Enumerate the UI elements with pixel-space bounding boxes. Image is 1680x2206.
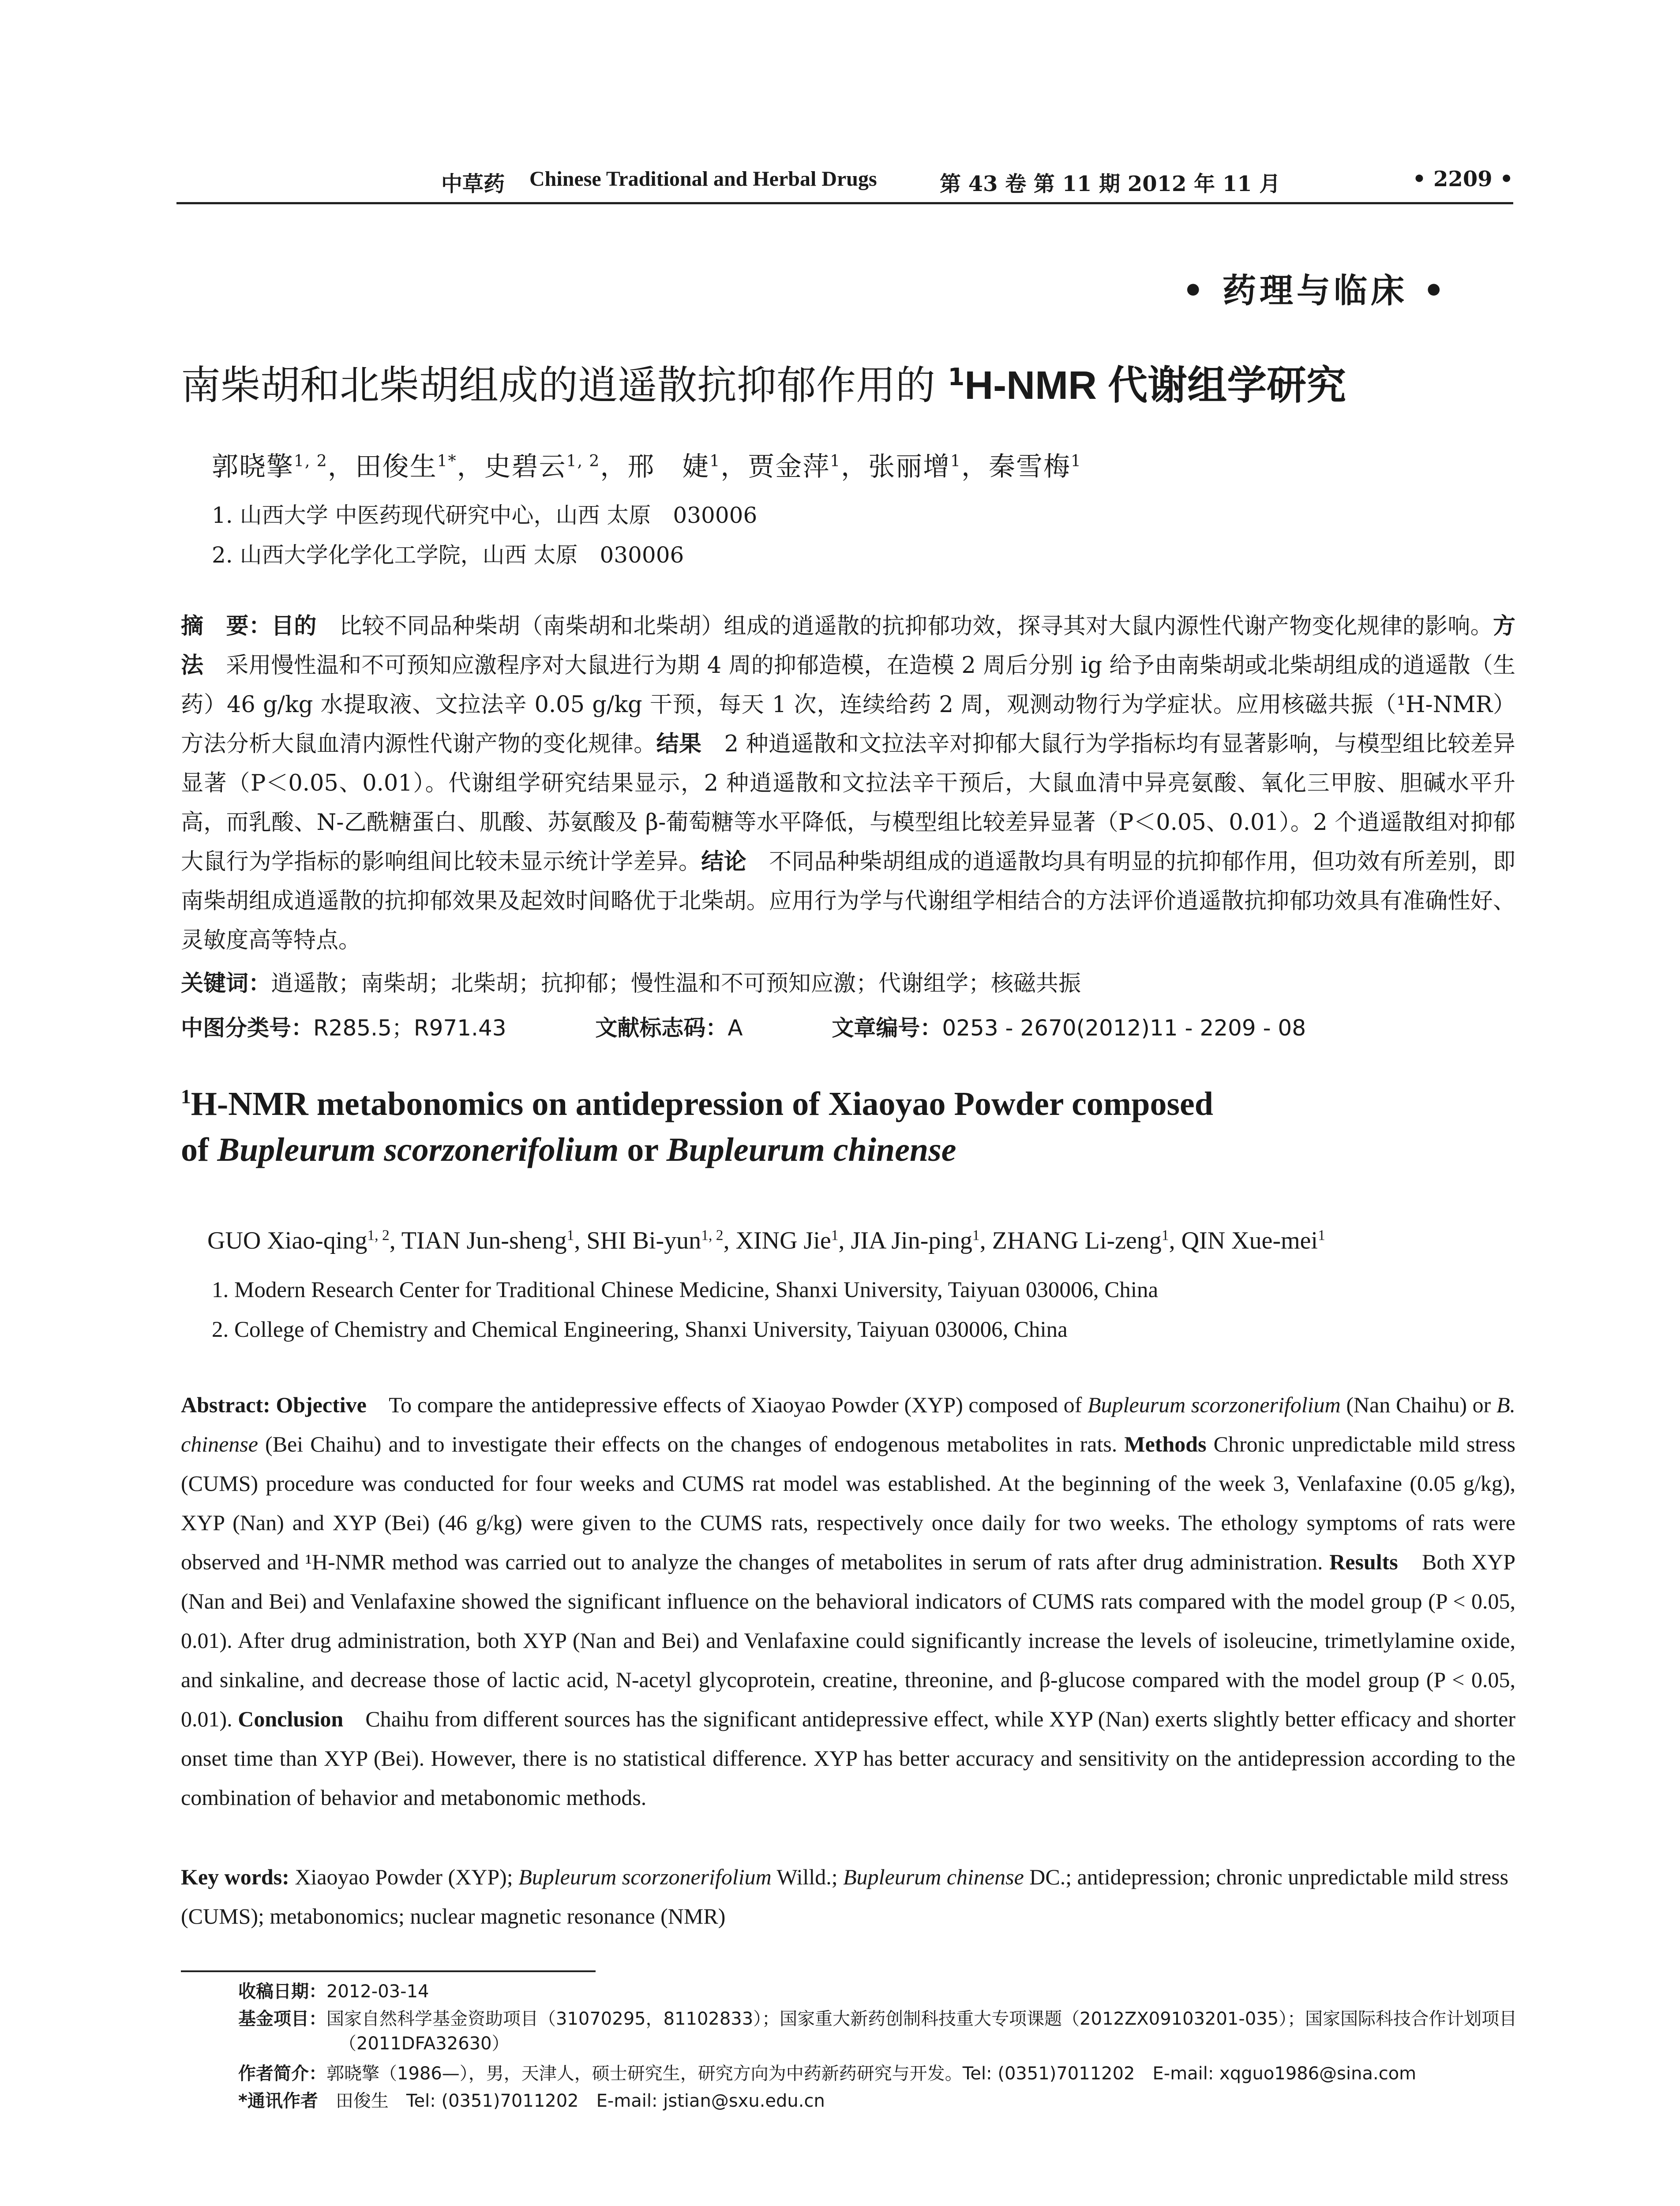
author-affiliation-mark: 1: [830, 452, 841, 470]
affiliation-cn-2: 2. 山西大学化学化工学院，山西 太原 030006: [212, 542, 684, 568]
title-cn-part: 南柴胡和北柴胡组成的逍遥散抗抑郁作用的: [181, 362, 948, 409]
author-affiliation-mark: 1: [1318, 1227, 1325, 1244]
abstract-cn: [181, 607, 1515, 960]
keywords-en-species: Bupleurum chinense: [843, 1865, 1024, 1889]
author-name: GUO Xiao-qing: [207, 1227, 368, 1254]
results-label: 结果: [656, 731, 702, 757]
footnote-received: [238, 1979, 1515, 2004]
running-header: [176, 167, 1513, 202]
title-cn-part: H-NMR 代谢组学研究: [964, 364, 1346, 408]
author-affiliation-mark: 1: [566, 1227, 574, 1244]
fund-label: 基金项目：: [238, 2009, 326, 2029]
abstract-en: [181, 1385, 1515, 1817]
title-en-species: Bupleurum scorzonerifolium: [217, 1131, 619, 1168]
results-en-text: Both XYP (Nan and Bei) and Venlafaxine showed the significant influence on the behavioral indicators of CUMS rats compared with the model group (P < 0.05, 0.01). After drug administration, both XYP (Nan and Bei) and Venlafaxine could significantly increase the levels of isoleucine, trimetlylamine oxide, and sinkaline, and decrease those of lactic acid, N-acetyl glycoprotein, creatine, threonine, and β-glucose compared with the model group (P < 0.05, 0.01).: [181, 1549, 1515, 1731]
conclusion-en-text: Chaihu from different sources has the significant antidepressive effect, while XYP (Nan) exerts slightly better efficacy and shorter onset time than XYP (Bei). However, there is no statistical difference. XYP has better accuracy and sensitivity on the antidepression according to the combination of behavior and metabonomic methods.: [181, 1707, 1515, 1810]
title-en-part: or: [619, 1131, 667, 1168]
conclusion-text: 不同品种柴胡组成的逍遥散均具有明显的抗抑郁作用，但功效有所差别，即南柴胡组成逍遥散的抗抑郁效果及起效时间略优于北柴胡。应用行为学与代谢组学相结合的方法评价逍遥散抗抑郁功效具有准确性好、灵敏度高等特点。: [181, 849, 1515, 953]
section-label: • 药理与临床 •: [1182, 271, 1448, 310]
species-name: Bupleurum scorzonerifolium: [1088, 1392, 1341, 1417]
author-affiliation-mark: 1*: [437, 452, 457, 470]
species-name: B. chinense: [181, 1392, 1516, 1456]
volume-issue: 第 43 卷 第 11 期 2012 年 11 月: [940, 172, 1281, 196]
results-text: 2 种逍遥散和文拉法辛对抑郁大鼠行为学指标均有显著影响，与模型组比较差异显著（P＜0.05、0.01）。代谢组学研究结果显示，2 种逍遥散和文拉法辛干预后，大鼠血清中异亮氨酸、氧化三甲胺、胆碱水平升高，而乳酸、N-乙酰糖蛋白、肌酸、苏氨酸及 β-葡萄糖等水平降低，与模型组比较差异显著（P＜0.05、0.01）。2 个逍遥散组对抑郁大鼠行为学指标的影响组间比较未显示统计学差异。: [181, 731, 1515, 875]
author-bio-label: 作者简介：: [238, 2063, 326, 2084]
author-name: 郭晓擎: [212, 451, 294, 482]
title-cn: [181, 353, 1346, 410]
author-name: SHI Bi-yun: [586, 1227, 701, 1254]
objective-en-text: (Nan Chaihu) or: [1340, 1392, 1496, 1417]
author-name: XING Jie: [735, 1227, 831, 1254]
received-label: 收稿日期：: [238, 1981, 326, 2002]
keywords-en-label: Key words:: [181, 1865, 289, 1889]
journal-name-en: Chinese Traditional and Herbal Drugs: [529, 167, 877, 191]
keywords-cn-text: 逍遥散；南柴胡；北柴胡；抗抑郁；慢性温和不可预知应激；代谢组学；核磁共振: [271, 971, 1081, 997]
keywords-en: [181, 1857, 1515, 1936]
affiliation-en-1: 1. Modern Research Center for Traditional Chinese Medicine, Shanxi University, Taiyuan 030006, China: [212, 1278, 1159, 1302]
keywords-en-text: Xiaoyao Powder (XYP);: [289, 1865, 519, 1889]
author-affiliation-mark: 1: [1071, 452, 1082, 470]
header-rule: [176, 202, 1513, 204]
methods-en-text: Chronic unpredictable mild stress (CUMS) procedure was conducted for four weeks and CUMS rat model was established. At the beginning of the week 3, Venlafaxine (0.05 g/kg), XYP (Nan) and XYP (Bei) (46 g/kg) were given to the CUMS rats, respectively once daily for two weeks. The ethology symptoms of rats were observed and ¹H-NMR method was carried out to analyze the changes of metabolites in serum of rats after drug administration.: [181, 1432, 1515, 1574]
clc-value: R285.5；R971.43: [313, 1015, 506, 1041]
objective-en-text: (Bei Chaihu) and to investigate their effects on the changes of endogenous metabolites in rats.: [258, 1432, 1118, 1456]
authors-cn: 郭晓擎$^{1, 2}$，田俊生$^{1*}$，史碧云$^{1, 2}$，邢 婕$^1$，贾金萍$^1$，张丽增$^1$，秦雪梅$^1$: [212, 451, 1082, 482]
affiliation-en-2: 2. College of Chemistry and Chemical Engineering, Shanxi University, Taiyuan 030006, China: [212, 1317, 1068, 1342]
methods-text: 采用慢性温和不可预知应激程序对大鼠进行为期 4 周的抑郁造模，在造模 2 周后分别 ig 给予由南柴胡或北柴胡组成的逍遥散（生药）46 g/kg 水提取液、文拉法辛 0.05 g/kg 干预，每天 1 次，连续给药 2 周，观测动物行为学症状。应用核磁共振（¹H-NMR）方法分析大鼠血清内源性代谢产物的变化规律。: [181, 653, 1515, 757]
author-affiliation-mark: 1: [709, 452, 721, 470]
classification-line: [181, 1010, 1306, 1042]
objective-en-text: To compare the antidepressive effects of Xiaoyao Powder (XYP) composed of: [366, 1392, 1088, 1417]
author-name: 贾金萍: [748, 451, 830, 482]
authors-en: GUO Xiao-qing$^{1, 2}$, TIAN Jun-sheng$^1$, SHI Bi-yun$^{1, 2}$, XING Jie$^1$, JIA Jin-ping$^1$, ZHANG Li-zeng$^1$, QIN Xue-mei$^1$: [207, 1227, 1325, 1254]
clc-label: 中图分类号：: [181, 1015, 313, 1041]
author-name: 田俊生: [355, 451, 437, 482]
journal-name-cn: 中草药: [441, 172, 505, 196]
author-affiliation-mark: 1, 2: [566, 452, 600, 470]
keywords-cn-label: 关键词：: [181, 971, 271, 997]
author-affiliation-mark: 1, 2: [294, 452, 328, 470]
author-name: QIN Xue-mei: [1181, 1227, 1318, 1254]
footnote-corresponding: [238, 2089, 1515, 2113]
page-number: • 2209 •: [1412, 167, 1513, 191]
title-en-part: of: [181, 1131, 218, 1168]
methods-label: 方法: [181, 613, 1515, 679]
objective-text: 比较不同品种柴胡（南柴胡和北柴胡）组成的逍遥散的抗抑郁功效，探寻其对大鼠内源性代谢产物变化规律的影响。: [316, 613, 1493, 639]
author-affiliation-mark: 1: [1161, 1227, 1169, 1244]
title-cn-sup: 1: [948, 363, 965, 391]
abstract-en-label: Abstract: Objective: [181, 1392, 367, 1417]
conclusion-label: 结论: [701, 849, 746, 875]
conclusion-en-label: Conclusion: [232, 1707, 344, 1731]
objective-label: 目的: [271, 613, 317, 639]
results-en-label: Results: [1323, 1549, 1398, 1574]
corresponding-label: *通讯作者: [238, 2091, 318, 2111]
author-affiliation-mark: 1: [950, 452, 962, 470]
abstract-cn-label: 摘 要：: [181, 613, 272, 639]
author-name: JIA Jin-ping: [851, 1227, 972, 1254]
keywords-cn: [181, 964, 1515, 1003]
keywords-en-species: Bupleurum scorzonerifolium: [518, 1865, 772, 1889]
author-affiliation-mark: 1, 2: [701, 1227, 724, 1244]
fund-text: 国家自然科学基金资助项目（31070295，81102833）；国家重大新药创制科技重大专项课题（2012ZX09103201-035）；国家国际科技合作计划项目（2011DFA32630）: [326, 2009, 1517, 2054]
author-name: 秦雪梅: [989, 451, 1071, 482]
keywords-en-text: DC.; antidepression; chronic unpredictable mild stress (CUMS); metabonomics; nuclear magnetic resonance (NMR): [181, 1865, 1509, 1928]
affiliation-cn-1: 1. 山西大学 中医药现代研究中心，山西 太原 030006: [212, 503, 758, 528]
article-no-value: 0253 - 2670(2012)11 - 2209 - 08: [942, 1015, 1306, 1041]
author-name: 史碧云: [484, 451, 566, 482]
article-no-label: 文章编号：: [832, 1015, 942, 1041]
title-en-species: Bupleurum chinense: [666, 1131, 956, 1168]
title-en-line1: H-NMR metabonomics on antidepression of Xiaoyao Powder composed: [191, 1085, 1214, 1122]
footnote-rule: [181, 1970, 596, 1972]
author-name: 邢 婕: [627, 451, 710, 482]
received-date: 2012-03-14: [326, 1981, 429, 2002]
methods-en-label: Methods: [1117, 1432, 1207, 1456]
title-en-sup: 1: [181, 1085, 191, 1108]
keywords-en-text: Willd.;: [771, 1865, 844, 1889]
author-name: 张丽增: [868, 451, 951, 482]
doc-code-label: 文献标志码：: [595, 1015, 728, 1041]
author-name: TIAN Jun-sheng: [401, 1227, 567, 1254]
author-affiliation-mark: 1: [972, 1227, 980, 1244]
corresponding-text: 田俊生 Tel: (0351)7011202 E-mail: jstian@sxu.edu.cn: [318, 2091, 825, 2111]
author-affiliation-mark: 1: [831, 1227, 839, 1244]
author-bio-text: 郭晓擎（1986—），男，天津人，硕士研究生，研究方向为中药新药研究与开发。Tel: (0351)7011202 E-mail: xqguo1986@sina.com: [326, 2063, 1417, 2084]
author-name: ZHANG Li-zeng: [992, 1227, 1162, 1254]
author-affiliation-mark: 1, 2: [367, 1227, 390, 1244]
title-en: [181, 1081, 1213, 1173]
footnote-fund: [238, 2007, 1616, 2056]
footnote-author: [238, 2061, 1616, 2086]
doc-code-value: A: [728, 1015, 743, 1041]
